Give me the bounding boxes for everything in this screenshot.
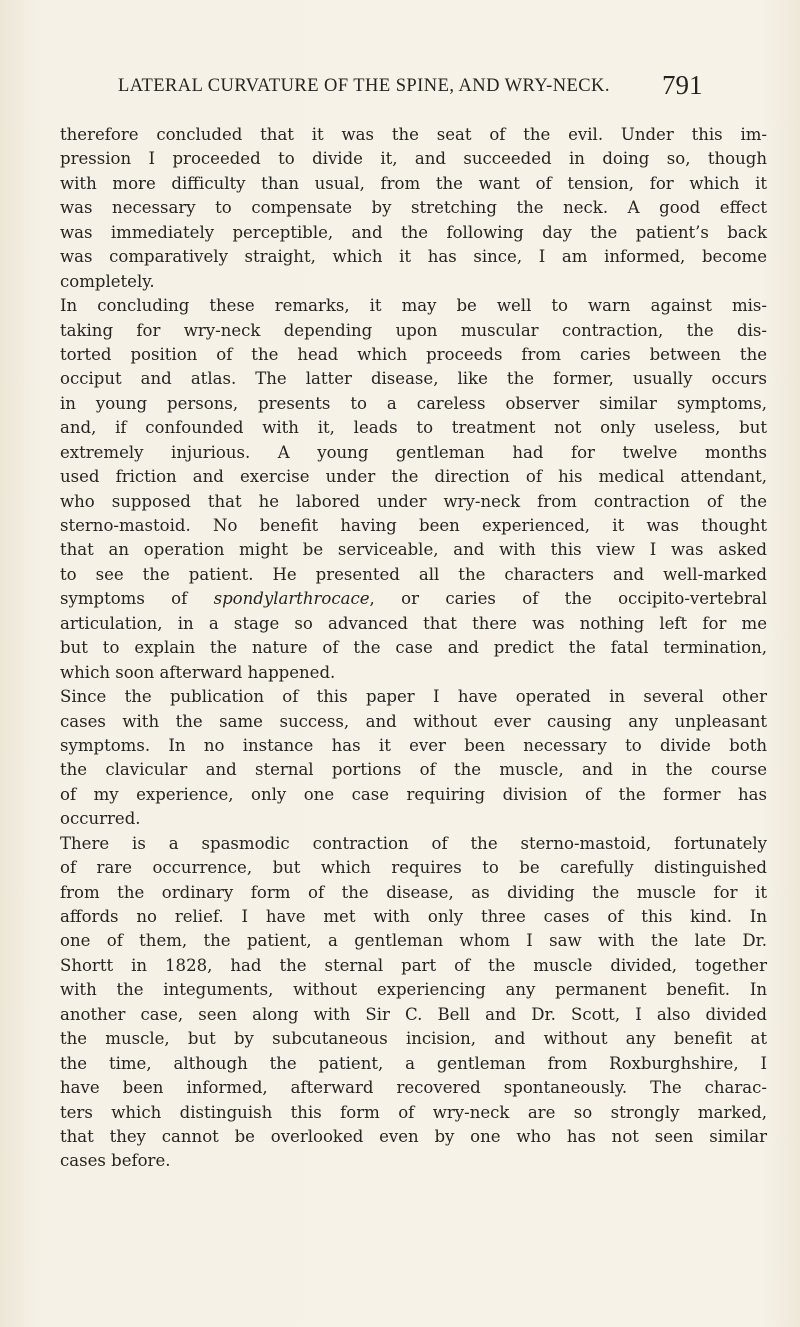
text-line: and, if confounded with it, leads to treatment not only useless, but	[60, 418, 767, 438]
text-line: with more difficulty than usual, from the want of tension, for which it	[60, 173, 767, 193]
text-line: one of them, the patient, a gentleman whom I saw with the late Dr.	[60, 931, 767, 951]
italic-term: spondylarthrocace	[213, 589, 370, 609]
text-line: in young persons, presents to a careless observer similar symptoms,	[60, 393, 767, 413]
text-line: was comparatively straight, which it has since, I am informed, become	[60, 247, 767, 267]
text-run: symptoms of	[60, 589, 214, 609]
running-head: LATERAL CURVATURE OF THE SPINE, AND WRY-NECK.	[118, 76, 610, 96]
text-line	[60, 587, 767, 611]
text-line: pression I proceeded to divide it, and succeeded in doing so, though	[60, 149, 767, 169]
text-line: cases before.	[60, 1151, 171, 1171]
text-line: taking for wry-neck depending upon muscular contraction, the dis-	[60, 320, 767, 340]
page-number: 791	[662, 70, 703, 100]
text-line: the clavicular and sternal portions of the muscle, and in the course	[60, 760, 767, 780]
text-line: Since the publication of this paper I have operated in several other	[60, 687, 767, 707]
text-line: with the integuments, without experiencing any permanent benefit. In	[60, 980, 767, 1000]
text-line: affords no relief. I have met with only three cases of this kind. In	[60, 907, 767, 926]
text-line: articulation, in a stage so advanced that there was nothing left for me	[60, 613, 767, 633]
text-line: that an operation might be serviceable, and with this view I was asked	[60, 540, 767, 560]
text-line: but to explain the nature of the case and predict the fatal termination,	[60, 638, 767, 658]
text-line: to see the patient. He presented all the characters and well-marked	[60, 564, 767, 584]
text-line: therefore concluded that it was the seat of the evil. Under this im-	[60, 125, 767, 144]
text-run: , or caries of the occipito-vertebral	[369, 589, 767, 609]
text-line: symptoms. In no instance has it ever been necessary to divide both	[60, 735, 767, 755]
text-line: of my experience, only one case requiring division of the former has	[60, 784, 767, 804]
text-line: the muscle, but by subcutaneous incision, and without any benefit at	[60, 1029, 767, 1049]
text-line: of rare occurrence, but which requires to be carefully distinguished	[60, 858, 767, 878]
text-line: ters which distinguish this form of wry-neck are so strongly marked,	[60, 1102, 767, 1122]
text-line: sterno-mastoid. No benefit having been experienced, it was thought	[60, 516, 767, 535]
text-line: torted position of the head which proceeds from caries between the	[60, 344, 767, 364]
text-line: In concluding these remarks, it may be well to warn against mis-	[60, 296, 767, 316]
text-line: who supposed that he labored under wry-neck from contraction of the	[60, 491, 767, 511]
text-line: from the ordinary form of the disease, as dividing the muscle for it	[60, 882, 767, 902]
text-line: that they cannot be overlooked even by one who has not seen similar	[60, 1126, 767, 1146]
text-line: the time, although the patient, a gentleman from Roxburghshire, I	[60, 1053, 767, 1073]
text-line: cases with the same success, and without ever causing any unpleasant	[60, 711, 767, 731]
text-line: completely.	[60, 271, 155, 291]
text-line: have been informed, afterward recovered spontaneously. The charac-	[60, 1078, 767, 1098]
text-line: was necessary to compensate by stretching the neck. A good effect	[60, 198, 767, 218]
body-text	[60, 123, 767, 1174]
text-line: occurred.	[60, 809, 141, 829]
text-line: Shortt in 1828, had the sternal part of the muscle divided, together	[60, 955, 767, 975]
text-line: There is a spasmodic contraction of the sterno-mastoid, fortunately	[60, 833, 767, 853]
text-line: occiput and atlas. The latter disease, like the former, usually occurs	[60, 369, 767, 389]
text-line: used friction and exercise under the direction of his medical attendant,	[60, 467, 767, 487]
text-line: was immediately perceptible, and the following day the patient’s back	[60, 222, 767, 242]
text-line: which soon afterward happened.	[60, 662, 336, 682]
text-line: extremely injurious. A young gentleman had for twelve months	[60, 442, 767, 462]
text-line: another case, seen along with Sir C. Bell and Dr. Scott, I also divided	[60, 1004, 767, 1024]
